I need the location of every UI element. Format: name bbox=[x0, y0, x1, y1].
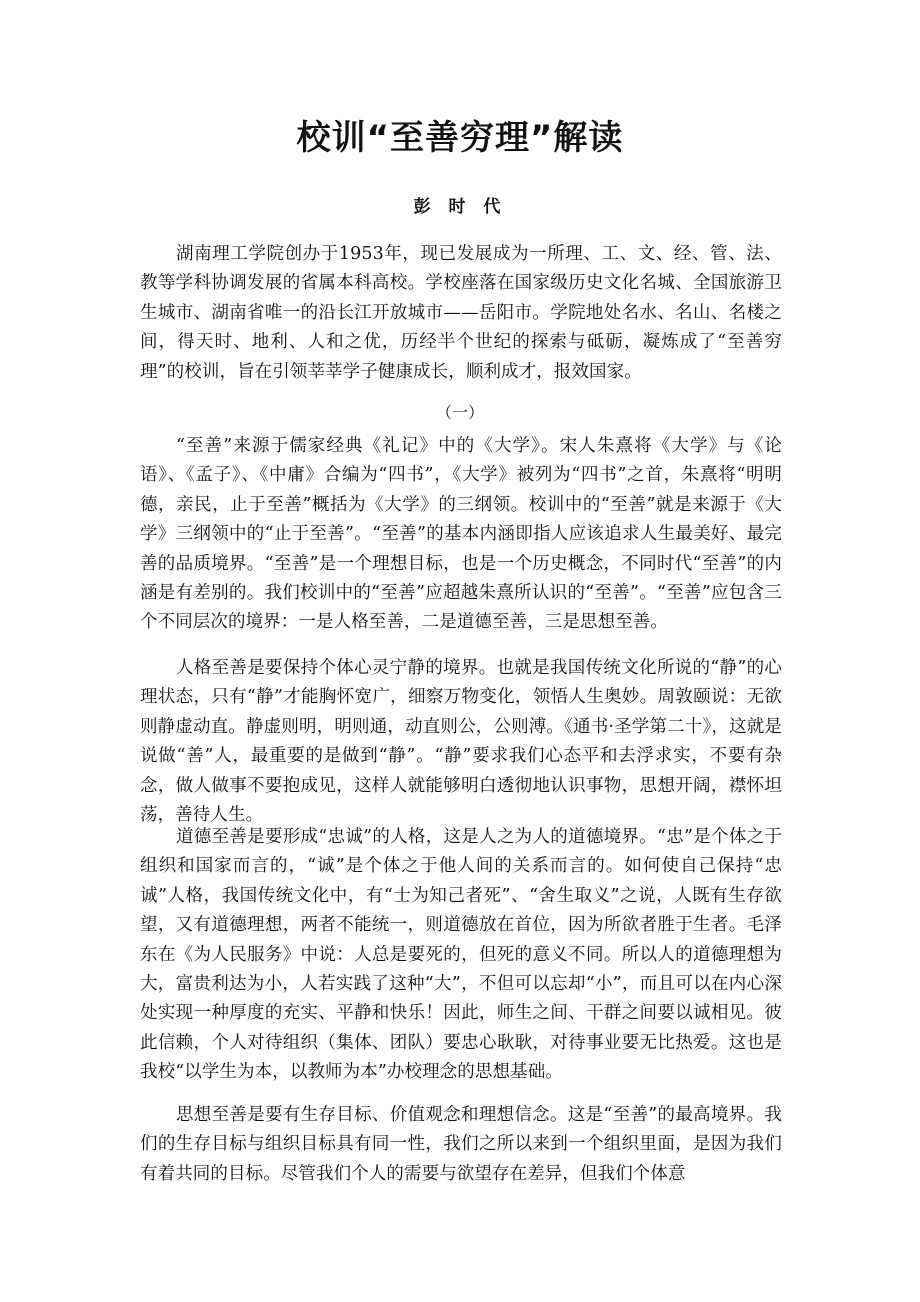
section-heading: （一） bbox=[435, 403, 484, 422]
paragraph-morality: 道德至善是要形成“忠诚”的人格，这是人之为人的道德境界。“忠”是个体之于组织和国家而言的，“诚”是个体之于他人间的关系而言的。如何使自己保持“忠诚”人格，我国传统文化中，有“士为知己者死”、“舍生取义”之说，人既有生存欲望，又有道德理想，两者不能统一，则道德放在首位，因为所欲者胜于生者。毛泽东在《为人民服务》中说：人总是要死的，但死的意义不同。所以人的道德理想为大，富贵利达为小，人若实践了这种“大”，不但可以忘却“小”，而且可以在内心深处实现一种厚度的充实、平静和快乐！因此，师生之间、干群之间要以诚相见。彼此信赖，个人对待组织（集体、团队）要忠心耿耿，对待事业要无比热爱。这也是我校“以学生为本，以教师为本”办校理念的思想基础。 bbox=[140, 827, 782, 1083]
author-name: 彭 时 代 bbox=[413, 197, 507, 217]
paragraph-personality: 人格至善是要保持个体心灵宁静的境界。也就是我国传统文化所说的“静”的心理状态，只有“静”才能胸怀宽广，细察万物变化，领悟人生奥妙。周敦颐说：无欲则静虚动直。静虚则明，明则通，动直则公，公则溥。《通书·圣学第二十》，这就是说做“善”人，最重要的是做到“静”。“静”要求我们心态平和去浮求实，不要有杂念，做人做事不要抱成见，这样人就能够明白透彻地认识事物，思想开阔，襟怀坦荡，善待人生。 bbox=[140, 658, 782, 826]
document-title: 校训“至善穷理”解读 bbox=[296, 118, 624, 158]
paragraph-intro: 湖南理工学院创办于1953年，现已发展成为一所理、工、文、经、管、法、教等学科协调发展的省属本科高校。学校座落在国家级历史文化名城、全国旅游卫生城市、湖南省唯一的沿长江开放城市——岳阳市。学院地处名水、名山、名楼之间，得天时、地利、人和之优，历经半个世纪的探索与砥砺，凝炼成了“至善穷理”的校训，旨在引领莘莘学子健康成长，顺利成才，报效国家。 bbox=[140, 244, 782, 382]
paragraph-thought: 思想至善是要有生存目标、价值观念和理想信念。这是“至善”的最高境界。我们的生存目标与组织目标具有同一性，我们之所以来到一个组织里面，是因为我们有着共同的目标。尽管我们个人的需要与欲望存在差异，但我们个体意 bbox=[140, 1105, 782, 1184]
paragraph-zhishan-origin: “至善”来源于儒家经典《礼记》中的《大学》。宋人朱熹将《大学》与《论语》、《孟子》、《中庸》合编为“四书”，《大学》被列为“四书”之首，朱熹将“明明德，亲民，止于至善”概括为《大学》的三纲领。校训中的“至善”就是来源于《大学》三纲领中的“止于至善”。“至善”的基本内涵即指人应该追求人生最美好、最完善的品质境界。“至善”是一个理想目标，也是一个历史概念，不同时代“至善”的内涵是有差别的。我们校训中的“至善”应超越朱熹所认识的“至善”。“至善”应包含三个不同层次的境界：一是人格至善，二是道德至善，三是思想至善。 bbox=[140, 436, 782, 633]
